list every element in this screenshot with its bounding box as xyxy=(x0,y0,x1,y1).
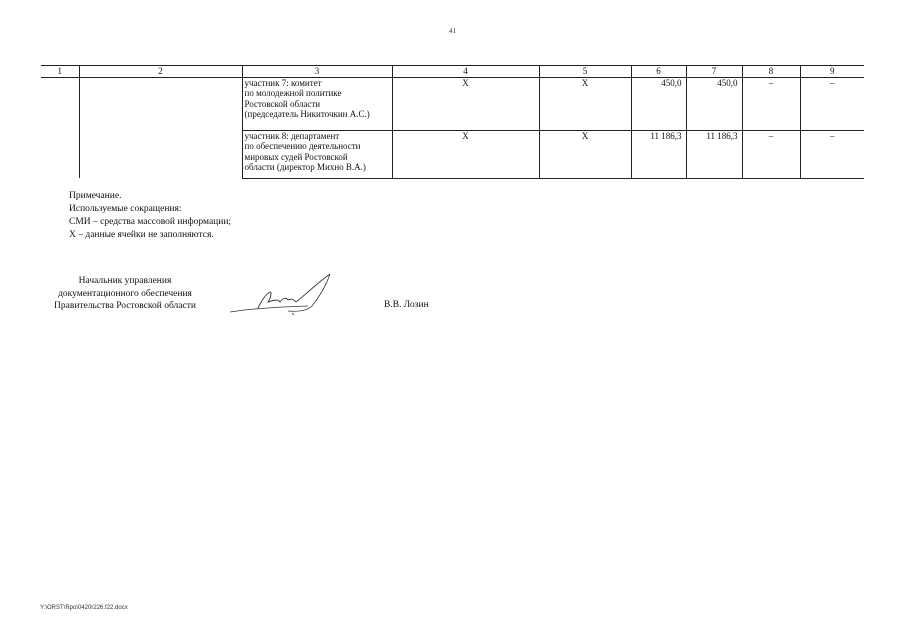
handwritten-signature xyxy=(228,272,338,320)
budget-table xyxy=(41,65,864,179)
table-cell: 450,0 xyxy=(631,77,686,130)
position-line: Начальник управления xyxy=(78,276,172,286)
table-cell: Х xyxy=(539,77,631,130)
table-cell: Х xyxy=(539,130,631,178)
note-line: Х – данные ячейки не заполняются. xyxy=(69,230,214,240)
table-cell-empty xyxy=(79,77,242,130)
page-number: 41 xyxy=(449,27,456,35)
file-path: Y:\ORST\Rpo\0420r226.f22.docx xyxy=(40,605,128,611)
position-line: документационного обеспечения xyxy=(58,288,192,299)
signer-position xyxy=(40,275,210,313)
note-line: Используемые сокращения: xyxy=(69,204,182,214)
column-header: 7 xyxy=(686,66,742,78)
column-header: 4 xyxy=(392,66,539,78)
signer-name: В.В. Лозин xyxy=(384,300,429,310)
table-cell-empty xyxy=(79,130,242,178)
table-row xyxy=(41,77,864,130)
column-header: 8 xyxy=(742,66,800,78)
table-cell: 11 186,3 xyxy=(686,130,742,178)
table-cell: Х xyxy=(392,77,539,130)
participant-description: участник 8: департамент по обеспечению деятельности мировых судей Ростовской области (директор Михно В.А.) xyxy=(242,130,392,178)
column-header: 5 xyxy=(539,66,631,78)
column-header: 1 xyxy=(41,66,79,78)
table-cell: – xyxy=(742,130,800,178)
column-header: 6 xyxy=(631,66,686,78)
table-row xyxy=(41,130,864,178)
participant-description: участник 7: комитет по молодежной политике Ростовской области (председатель Никиточкин А.С.) xyxy=(242,77,392,130)
position-line: Правительства Ростовской области xyxy=(54,301,196,311)
table-cell-empty xyxy=(41,77,79,130)
column-header: 3 xyxy=(242,66,392,78)
table-cell: – xyxy=(800,130,864,178)
note-title: Примечание. xyxy=(69,191,122,201)
table-cell: Х xyxy=(392,130,539,178)
table-cell: 11 186,3 xyxy=(631,130,686,178)
column-header: 9 xyxy=(800,66,864,78)
table-cell-empty xyxy=(41,130,79,178)
table-header-row xyxy=(41,66,864,78)
note-line: СМИ – средства массовой информации; xyxy=(69,217,232,227)
note-block xyxy=(69,190,231,242)
table-cell: – xyxy=(800,77,864,130)
column-header: 2 xyxy=(79,66,242,78)
table-cell: 450,0 xyxy=(686,77,742,130)
table-cell: – xyxy=(742,77,800,130)
